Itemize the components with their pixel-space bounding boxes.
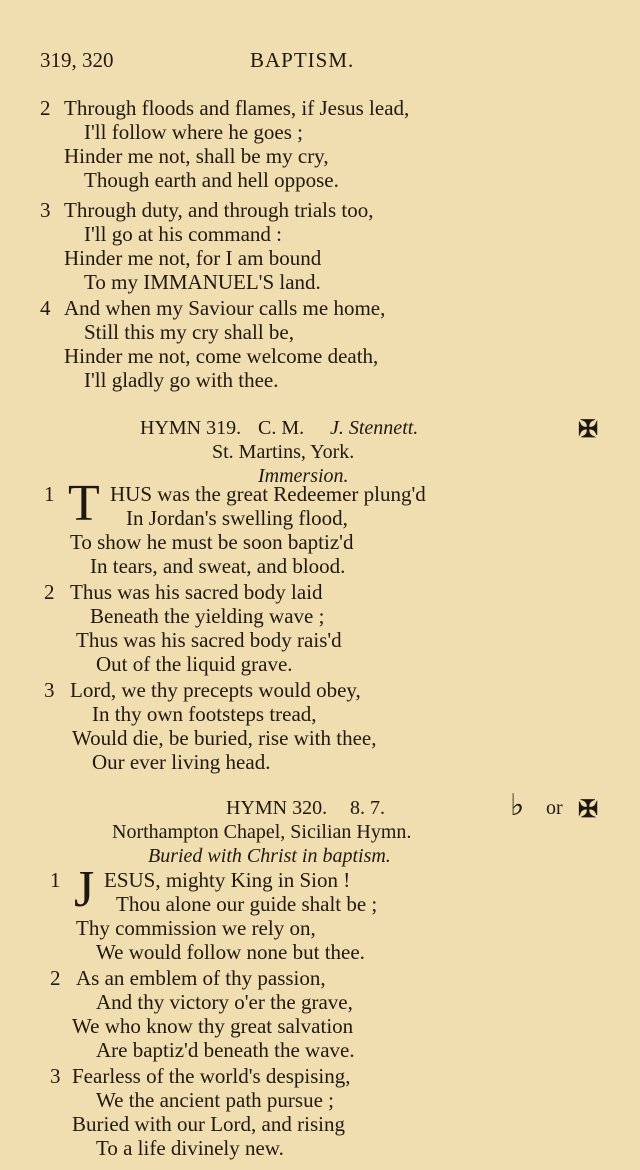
- hymn-number: HYMN 319.: [140, 417, 242, 439]
- verse-line: I'll go at his command :: [84, 222, 283, 246]
- verse-line: Out of the liquid grave.: [96, 652, 293, 676]
- verse-line: Our ever living head.: [92, 750, 271, 774]
- verse-line: And thy victory o'er the grave,: [96, 990, 353, 1014]
- cross-mark-icon: ✠: [578, 797, 599, 823]
- verse-line: Thou alone our guide shalt be ;: [116, 892, 378, 916]
- verse-line: And when my Saviour calls me home,: [64, 296, 386, 320]
- verse-line: Hinder me not, come welcome death,: [64, 344, 379, 368]
- verse-line: I'll gladly go with thee.: [84, 368, 279, 392]
- verse-line: Buried with our Lord, and rising: [72, 1112, 345, 1136]
- verse-line: Lord, we thy precepts would obey,: [70, 678, 361, 702]
- verse-line: Hinder me not, shall be my cry,: [64, 144, 329, 168]
- verse-line: ESUS, mighty King in Sion !: [104, 868, 351, 892]
- hymn-number: HYMN 320.: [226, 797, 328, 819]
- verse-line: We the ancient path pursue ;: [96, 1088, 334, 1112]
- stanza-number: 3: [44, 678, 55, 702]
- stanza-number: 3: [50, 1064, 61, 1088]
- verse-line: Still this my cry shall be,: [84, 320, 294, 344]
- or-text: or: [546, 797, 563, 819]
- verse-line: In thy own footsteps tread,: [92, 702, 317, 726]
- cross-mark-icon: ✠: [578, 417, 599, 443]
- verse-line: HUS was the great Redeemer plung'd: [110, 482, 426, 506]
- running-title: BAPTISM.: [250, 48, 355, 72]
- verse-line: To a life divinely new.: [96, 1136, 284, 1160]
- verse-line: Thus was his sacred body rais'd: [76, 628, 342, 652]
- verse-line: Would die, be buried, rise with thee,: [72, 726, 377, 750]
- drop-cap: J: [74, 861, 95, 918]
- hymn-tunes: St. Martins, York.: [212, 441, 355, 463]
- verse-line: Thy commission we rely on,: [76, 916, 316, 940]
- verse-line: Hinder me not, for I am bound: [64, 246, 322, 270]
- drop-cap: T: [68, 475, 100, 532]
- stanza-number: 1: [44, 482, 55, 506]
- verse-line: Through duty, and through trials too,: [64, 198, 374, 222]
- stanza-number: 4: [40, 296, 51, 320]
- hymn-meter: 8. 7.: [350, 797, 385, 819]
- verse-line: I'll follow where he goes ;: [84, 120, 303, 144]
- page-numbers: 319, 320: [40, 48, 114, 72]
- stanza-number: 3: [40, 198, 51, 222]
- stanza-number: 2: [40, 96, 51, 120]
- page-header: [0, 48, 640, 76]
- verse-line: Beneath the yielding wave ;: [90, 604, 325, 628]
- stanza-number: 2: [44, 580, 55, 604]
- stanza-number: 2: [50, 966, 61, 990]
- hymn-subject: Immersion.: [258, 465, 349, 487]
- hymn-subject: Buried with Christ in baptism.: [148, 845, 391, 867]
- hymn-meter: C. M.: [258, 417, 305, 439]
- hymn-author: J. Stennett.: [330, 417, 419, 439]
- verse-line: As an emblem of thy passion,: [76, 966, 326, 990]
- verse-line: Thus was his sacred body laid: [70, 580, 323, 604]
- verse-line: Are baptiz'd beneath the wave.: [96, 1038, 355, 1062]
- verse-line: Fearless of the world's despising,: [72, 1064, 351, 1088]
- verse-line: To show he must be soon baptiz'd: [70, 530, 354, 554]
- verse-line: Through floods and flames, if Jesus lead,: [64, 96, 410, 120]
- verse-line: To my IMMANUEL'S land.: [84, 270, 321, 294]
- verse-line: We would follow none but thee.: [96, 940, 365, 964]
- hymn-tunes: Northampton Chapel, Sicilian Hymn.: [112, 821, 412, 843]
- verse-line: In tears, and sweat, and blood.: [90, 554, 346, 578]
- stanza-number: 1: [50, 868, 61, 892]
- verse-line: We who know thy great salvation: [72, 1014, 354, 1038]
- verse-line: In Jordan's swelling flood,: [126, 506, 348, 530]
- verse-line: Though earth and hell oppose.: [84, 168, 339, 192]
- flat-sign-icon: ♭: [510, 789, 525, 822]
